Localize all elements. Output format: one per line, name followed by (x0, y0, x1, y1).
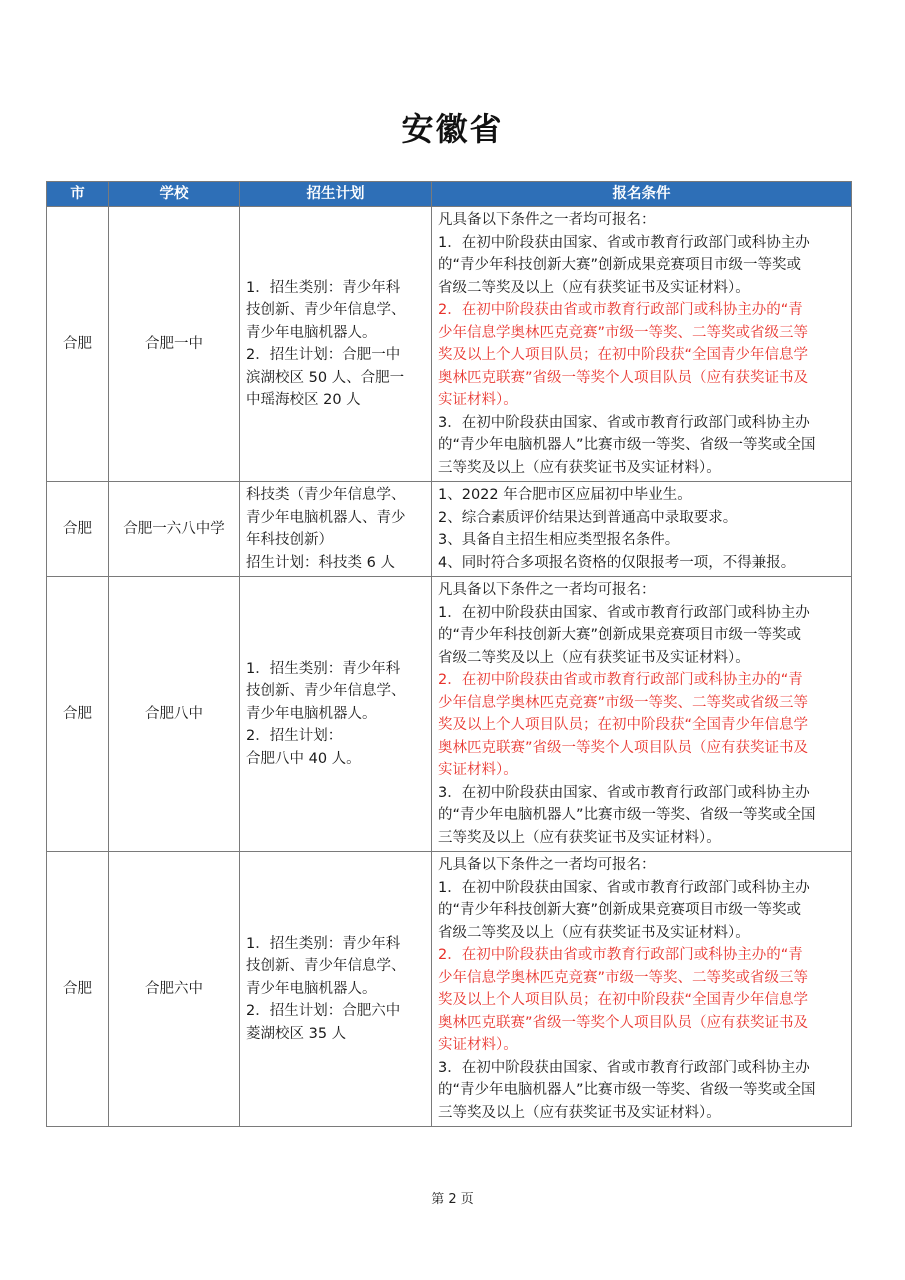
condition-line: 三等奖及以上（应有获奖证书及实证材料）。 (438, 459, 721, 476)
conditions-cell (432, 852, 852, 1127)
plan-line: 滨湖校区 50 人、合肥一 (246, 369, 405, 386)
condition-line-highlighted: 奖及以上个人项目队员；在初中阶段获“全国青少年信息学 (438, 992, 809, 1008)
condition-line: 3、具备自主招生相应类型报名条件。 (438, 532, 680, 548)
city-cell: 合肥 (47, 207, 109, 482)
condition-line-highlighted: 2．在初中阶段获由省或市教育行政部门或科协主办的“青 (438, 947, 803, 963)
condition-line-highlighted: 奥林匹克联赛”省级一等奖个人项目队员（应有获奖证书及 (438, 369, 809, 386)
condition-line: 1、2022 年合肥市区应届初中毕业生。 (438, 487, 692, 503)
condition-line: 凡具备以下条件之一者均可报名： (438, 212, 656, 228)
conditions-cell (432, 577, 852, 852)
plan-line: 青少年电脑机器人。 (246, 705, 377, 722)
condition-line: 的“青少年科技创新大赛”创新成果竞赛项目市级一等奖或 (438, 257, 802, 273)
condition-line: 3．在初中阶段获由国家、省或市教育行政部门或科协主办 (438, 784, 810, 801)
table-row (47, 577, 852, 852)
school-cell: 合肥一中 (109, 207, 240, 482)
plan-line: 2．招生计划：合肥六中 (246, 1003, 401, 1020)
condition-line-highlighted: 奖及以上个人项目队员；在初中阶段获“全国青少年信息学 (438, 717, 809, 733)
condition-line: 的“青少年科技创新大赛”创新成果竞赛项目市级一等奖或 (438, 902, 802, 918)
plan-line: 2．招生计划：合肥一中 (246, 347, 401, 363)
condition-line: 4、同时符合多项报名资格的仅限报考一项，不得兼报。 (438, 554, 796, 571)
condition-line: 的“青少年科技创新大赛”创新成果竞赛项目市级一等奖或 (438, 627, 802, 643)
condition-line-highlighted: 奥林匹克联赛”省级一等奖个人项目队员（应有获奖证书及 (438, 739, 809, 756)
condition-line-highlighted: 实证材料）。 (438, 1037, 518, 1053)
header-conditions: 报名条件 (432, 182, 852, 207)
plan-cell (240, 482, 432, 577)
header-plan: 招生计划 (240, 182, 432, 207)
condition-line: 凡具备以下条件之一者均可报名： (438, 857, 656, 873)
table-row (47, 852, 852, 1127)
condition-line: 的“青少年电脑机器人”比赛市级一等奖、省级一等奖或全国 (438, 437, 816, 453)
conditions-cell (432, 482, 852, 577)
condition-line: 省级二等奖及以上（应有获奖证书及实证材料）。 (438, 924, 750, 941)
city-cell: 合肥 (47, 577, 109, 852)
city-cell: 合肥 (47, 482, 109, 577)
condition-line: 3．在初中阶段获由国家、省或市教育行政部门或科协主办 (438, 414, 810, 431)
page-title: 安徽省 (401, 110, 504, 148)
plan-line: 青少年电脑机器人、青少 (246, 509, 406, 526)
condition-line-highlighted: 少年信息学奥林匹克竞赛”市级一等奖、二等奖或省级三等 (438, 969, 809, 986)
condition-line: 3．在初中阶段获由国家、省或市教育行政部门或科协主办 (438, 1059, 810, 1076)
plan-line: 青少年电脑机器人。 (246, 980, 377, 997)
school-cell: 合肥六中 (109, 852, 240, 1127)
condition-line: 1．在初中阶段获由国家、省或市教育行政部门或科协主办 (438, 879, 810, 896)
plan-line: 合肥八中 40 人。 (246, 750, 361, 767)
condition-line: 的“青少年电脑机器人”比赛市级一等奖、省级一等奖或全国 (438, 1082, 816, 1098)
plan-cell (240, 577, 432, 852)
page-number: 第 2 页 (431, 1192, 474, 1207)
admissions-table (46, 181, 852, 1127)
plan-line: 1．招生类别：青少年科 (246, 279, 401, 296)
school-cell: 合肥八中 (109, 577, 240, 852)
table-header-row (47, 182, 852, 207)
plan-line: 菱湖校区 35 人 (246, 1025, 347, 1042)
plan-line: 技创新、青少年信息学、 (246, 683, 406, 700)
plan-line: 1．招生类别：青少年科 (246, 935, 401, 952)
condition-line-highlighted: 少年信息学奥林匹克竞赛”市级一等奖、二等奖或省级三等 (438, 324, 809, 341)
plan-cell (240, 852, 432, 1127)
plan-line: 青少年电脑机器人。 (246, 324, 377, 341)
condition-line-highlighted: 奖及以上个人项目队员；在初中阶段获“全国青少年信息学 (438, 347, 809, 363)
table-row (47, 482, 852, 577)
condition-line: 凡具备以下条件之一者均可报名： (438, 582, 656, 598)
plan-line: 2．招生计划： (246, 728, 343, 745)
condition-line-highlighted: 奥林匹克联赛”省级一等奖个人项目队员（应有获奖证书及 (438, 1014, 809, 1031)
condition-line-highlighted: 少年信息学奥林匹克竞赛”市级一等奖、二等奖或省级三等 (438, 694, 809, 711)
table-row (47, 207, 852, 482)
header-school: 学校 (109, 182, 240, 207)
conditions-cell (432, 207, 852, 482)
condition-line-highlighted: 实证材料）。 (438, 762, 518, 778)
condition-line: 1．在初中阶段获由国家、省或市教育行政部门或科协主办 (438, 604, 810, 621)
plan-line: 技创新、青少年信息学、 (246, 958, 406, 975)
plan-line: 1．招生类别：青少年科 (246, 660, 401, 677)
condition-line: 省级二等奖及以上（应有获奖证书及实证材料）。 (438, 649, 750, 666)
condition-line: 2、综合素质评价结果达到普通高中录取要求。 (438, 509, 738, 526)
condition-line: 三等奖及以上（应有获奖证书及实证材料）。 (438, 1104, 721, 1121)
condition-line: 的“青少年电脑机器人”比赛市级一等奖、省级一等奖或全国 (438, 807, 816, 823)
school-cell: 合肥一六八中学 (109, 482, 240, 577)
plan-line: 中瑶海校区 20 人 (246, 392, 361, 408)
condition-line-highlighted: 实证材料）。 (438, 392, 518, 408)
header-city: 市 (47, 182, 109, 207)
plan-line: 年科技创新） (246, 532, 333, 548)
condition-line: 省级二等奖及以上（应有获奖证书及实证材料）。 (438, 279, 750, 296)
condition-line: 三等奖及以上（应有获奖证书及实证材料）。 (438, 829, 721, 846)
plan-line: 招生计划：科技类 6 人 (246, 554, 395, 571)
plan-line: 科技类（青少年信息学、 (246, 487, 406, 503)
condition-line: 1．在初中阶段获由国家、省或市教育行政部门或科协主办 (438, 234, 810, 251)
condition-line-highlighted: 2．在初中阶段获由省或市教育行政部门或科协主办的“青 (438, 672, 803, 688)
plan-cell (240, 207, 432, 482)
condition-line-highlighted: 2．在初中阶段获由省或市教育行政部门或科协主办的“青 (438, 302, 803, 318)
city-cell: 合肥 (47, 852, 109, 1127)
plan-line: 技创新、青少年信息学、 (246, 302, 406, 318)
